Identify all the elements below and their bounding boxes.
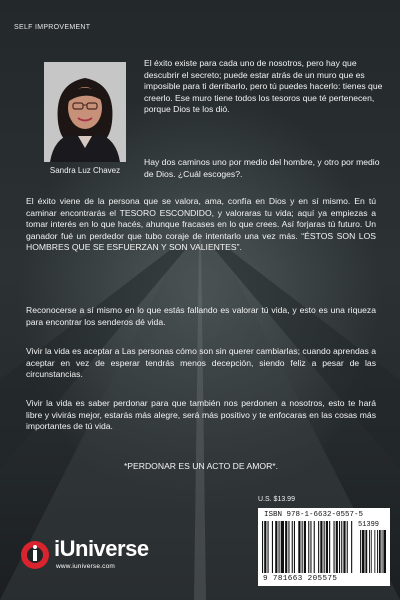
barcode-bar	[343, 521, 345, 573]
barcode-bar	[272, 521, 273, 573]
iuniverse-logo-icon	[20, 540, 50, 570]
barcode-bar	[298, 521, 300, 573]
closing-line: *PERDONAR ES UN ACTO DE AMOR*.	[123, 461, 279, 471]
barcode-addon-bar	[383, 530, 386, 573]
barcode-bar	[336, 521, 338, 573]
paragraph-6: Vivir la vida es saber perdonar para que también nos perdonen a nosotros, esto te hará libre y vivirás mejor, estarás más alegre, será más positivo y te enfocaras en las cosas más importantes de tú vida.	[26, 398, 376, 432]
barcode-addon-bar	[369, 530, 370, 573]
barcode-bar	[292, 521, 293, 573]
barcode-bar	[285, 521, 287, 573]
barcode-bar	[275, 521, 277, 573]
barcode-bar	[341, 521, 342, 573]
barcode-bar	[264, 521, 266, 573]
barcode-bar	[310, 521, 311, 573]
barcode-bar	[320, 521, 322, 573]
isbn-digits: 9 781663 205575	[263, 575, 338, 583]
barcode-addon-bar	[377, 530, 378, 573]
paragraph-1: El éxito existe para cada uno de nosotros, pero hay que descubrir el secreto; puede estar atrás de un muro que es imposible para ti derribarlo, pero tú puedes hacerlo: tienes que creerlo. Ese muro tiene todos los tesoros que té pertenecen, porque Dios te los dió.	[144, 58, 383, 115]
barcode-bar	[351, 521, 352, 573]
barcode-addon-bar	[382, 530, 383, 573]
paragraph-3: El éxito viene de la persona que se valora, ama, confía en Dios y en sí mismo. En tú caminar encontrarás el TESORO ESCONDIDO, y valoraras tu vida; aquí ya empiezas a tomar interés en lo que hacés, ahunque fracases en lo que crees. Así forjaras tú futuro. Un ganador fué un perdedor que tubo coraje de intentarlo una vez más. “ÉSTOS SON LOS HOMBRES QUE SE ESFUERZAN Y SON VALIENTES”.	[26, 196, 376, 253]
barcode-addon-bar	[360, 530, 361, 573]
barcode-addon-bar	[362, 530, 365, 573]
author-name: Sandra Luz Chavez	[49, 166, 121, 175]
barcode-bar	[318, 521, 319, 573]
barcode-addon-bar	[379, 530, 381, 573]
isbn-label: ISBN 978-1-6632-0557-5	[264, 511, 364, 519]
barcode-addon-bar	[374, 530, 375, 573]
publisher-name: iUniverse	[54, 536, 149, 561]
barcode-bar	[314, 521, 315, 573]
paragraph-2: Hay dos caminos uno por medio del hombre, y otro por medio de Dios. ¿Cuál escoges?.	[144, 157, 380, 179]
barcode-bar	[294, 521, 295, 573]
barcode-bar	[329, 521, 330, 573]
barcode-bar	[268, 521, 269, 573]
barcode-bar	[302, 521, 303, 573]
barcode-bar	[262, 521, 263, 573]
author-photo	[44, 62, 126, 162]
paragraph-5: Vivir la vida es aceptar a Las personas cómo son sin querer cambiarlas; cuando aprendas a aceptar en vez de esperar tendrás menos decepción, siendo feliz a pesar de las circunstancias.	[26, 346, 376, 380]
barcode-addon-bar	[371, 530, 372, 573]
barcode-addon-bar	[365, 530, 367, 573]
publisher-url: www.iuniverse.com	[56, 563, 116, 570]
barcode-bar	[339, 521, 340, 573]
category-label: SELF IMPROVEMENT	[14, 24, 91, 31]
barcode-bars	[262, 521, 386, 575]
barcode-bar	[304, 521, 306, 573]
barcode-bar	[281, 521, 284, 573]
barcode-bar	[326, 521, 328, 573]
barcode-bar	[334, 521, 335, 573]
paragraph-4: Reconocerse a sí mismo en lo que estás fallando es valorar tú vida, y esto es una riqueza para encontrar los senderos dé vida.	[26, 305, 376, 327]
barcode-bar	[279, 521, 280, 573]
isbn-addon: 51399	[358, 521, 380, 529]
barcode-bar	[347, 521, 348, 573]
publisher-logo	[20, 536, 170, 576]
barcode-bar	[288, 521, 289, 573]
barcode-bar	[324, 521, 325, 573]
isbn-barcode	[258, 508, 390, 586]
barcode-bar	[308, 521, 309, 573]
price-label: U.S. $13.99	[258, 496, 295, 503]
